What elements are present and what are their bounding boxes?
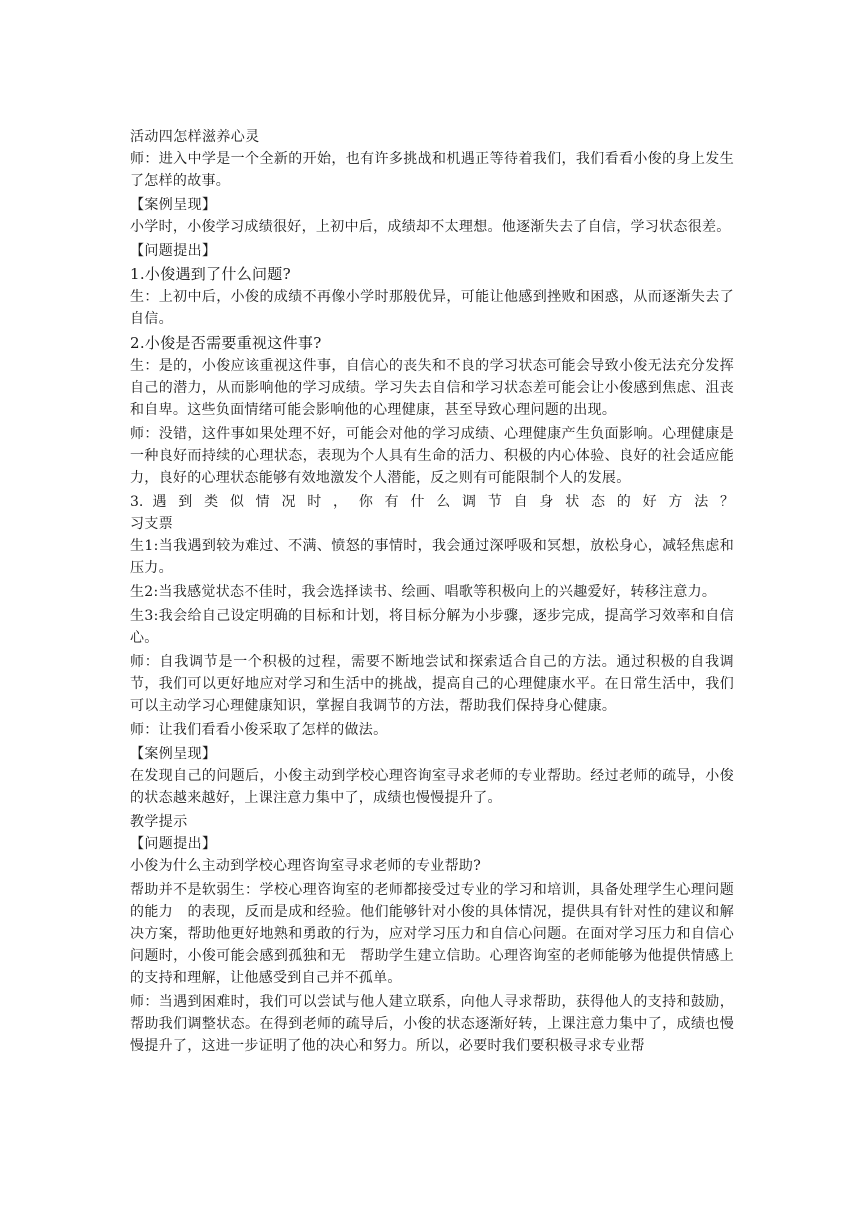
paragraph: 生：是的，小俊应该重视这件事，自信心的丧失和不良的学习状态可能会导致小俊无法充分发挥自己的潜力，从而影响他的学习成绩。学习失去自信和学习状态差可能会让小俊感到焦虑、沮丧和自卑。这些负面情绪可能会影响他的心理健康，甚至导致心理问题的出现。	[130, 358, 734, 418]
paragraph: 帮助并不是软弱生：学校心理咨询室的老师都接受过专业的学习和培训，具备处理学生心理问题的能力 的表现，反而是成和经验。他们能够针对小俊的具体情况，提供具有针对性的建议和解决方案，帮助他更好地熟和勇敢的行为，应对学习压力和自信心问题。在面对学习压力和自信心问题时，小俊可能会感到孤独和无 帮助学生建立信助。心理咨询室的老师能够为他提供情感上的支持和理解，让他感受到自己并不孤单。	[130, 882, 734, 986]
question-heading: 1.小俊遇到了什么问题?	[130, 265, 291, 283]
paragraph: 生1:当我遇到较为难过、不满、愤怒的事情时，我会通过深呼吸和冥想，放松身心，减轻焦虑和压力。	[130, 538, 734, 576]
paragraph: 师：自我调节是一个积极的过程，需要不断地尝试和探索适合自己的方法。通过积极的自我调节，我们可以更好地应对学习和生活中的挑战，提高自己的心理健康水平。在日常生活中，我们可以主动学习心理健康知识，掌握自我调节的方法，帮助我们保持身心健康。	[130, 654, 734, 714]
paragraph: 生2:当我感觉状态不佳时，我会选择读书、绘画、唱歌等积极向上的兴趣爱好，转移注意力。	[130, 584, 717, 600]
label-line: 【问题提出】	[130, 836, 217, 852]
paragraph: 师：当遇到困难时，我们可以尝试与他人建立联系，向他人寻求帮助，获得他人的支持和鼓励，帮助我们调整状态。在得到老师的疏导后，小俊的状态逐渐好转，上课注意力集中了，成绩也慢慢提升了，这进一步证明了他的决心和努力。所以，必要时我们要积极寻求专业帮	[130, 994, 734, 1054]
label-line: 【案例呈现】	[130, 197, 217, 213]
paragraph: 在发现自己的问题后，小俊主动到学校心理咨询室寻求老师的专业帮助。经过老师的疏导，小俊的状态越来越好，上课注意力集中了，成绩也慢慢提升了。	[130, 768, 734, 806]
paragraph: 师：没错，这件事如果处理不好，可能会对他的学习成绩、心理健康产生负面影响。心理健康是一种良好而持续的心理状态，表现为个人具有生命的活力、积极的内心体验、良好的社会适应能力，良好的心理状态能够有效地激发个人潜能，反之则有可能限制个人的发展。	[130, 426, 734, 486]
question-heading: 2.小俊是否需要重视这件事?	[130, 334, 322, 352]
paragraph: 生：上初中后，小俊的成绩不再像小学时那般优异，可能让他感到挫败和困惑，从而逐渐失去了自信。	[130, 289, 734, 327]
label-line: 【问题提出】	[130, 243, 217, 259]
label-line: 【案例呈现】	[130, 746, 217, 762]
spaced-question: 3. 遇 到 类 似 情 况 时 ， 你 有 什 么 调 节 自 身 状 态 的 好 方 法 ？	[130, 494, 734, 510]
section-title: 活动四怎样滋养心灵	[130, 129, 260, 145]
paragraph: 师：进入中学是一个全新的开始，也有许多挑战和机遇正等待着我们，我们看看小俊的身上发生了怎样的故事。	[130, 151, 734, 189]
document-page	[130, 126, 734, 1059]
paragraph: 小俊为什么主动到学校心理咨询室寻求老师的专业帮助?	[130, 858, 482, 874]
label-line: 教学提示	[130, 814, 188, 830]
paragraph: 生3:我会给自己设定明确的目标和计划，将目标分解为小步骤，逐步完成，提高学习效率和自信心。	[130, 608, 734, 646]
paragraph: 小学时，小俊学习成绩很好，上初中后，成绩却不太理想。他逐渐失去了自信，学习状态很差。	[130, 219, 731, 235]
label-line: 习支票	[130, 516, 174, 532]
paragraph: 师：让我们看看小俊采取了怎样的做法。	[130, 722, 388, 738]
document-body	[130, 148, 734, 1057]
